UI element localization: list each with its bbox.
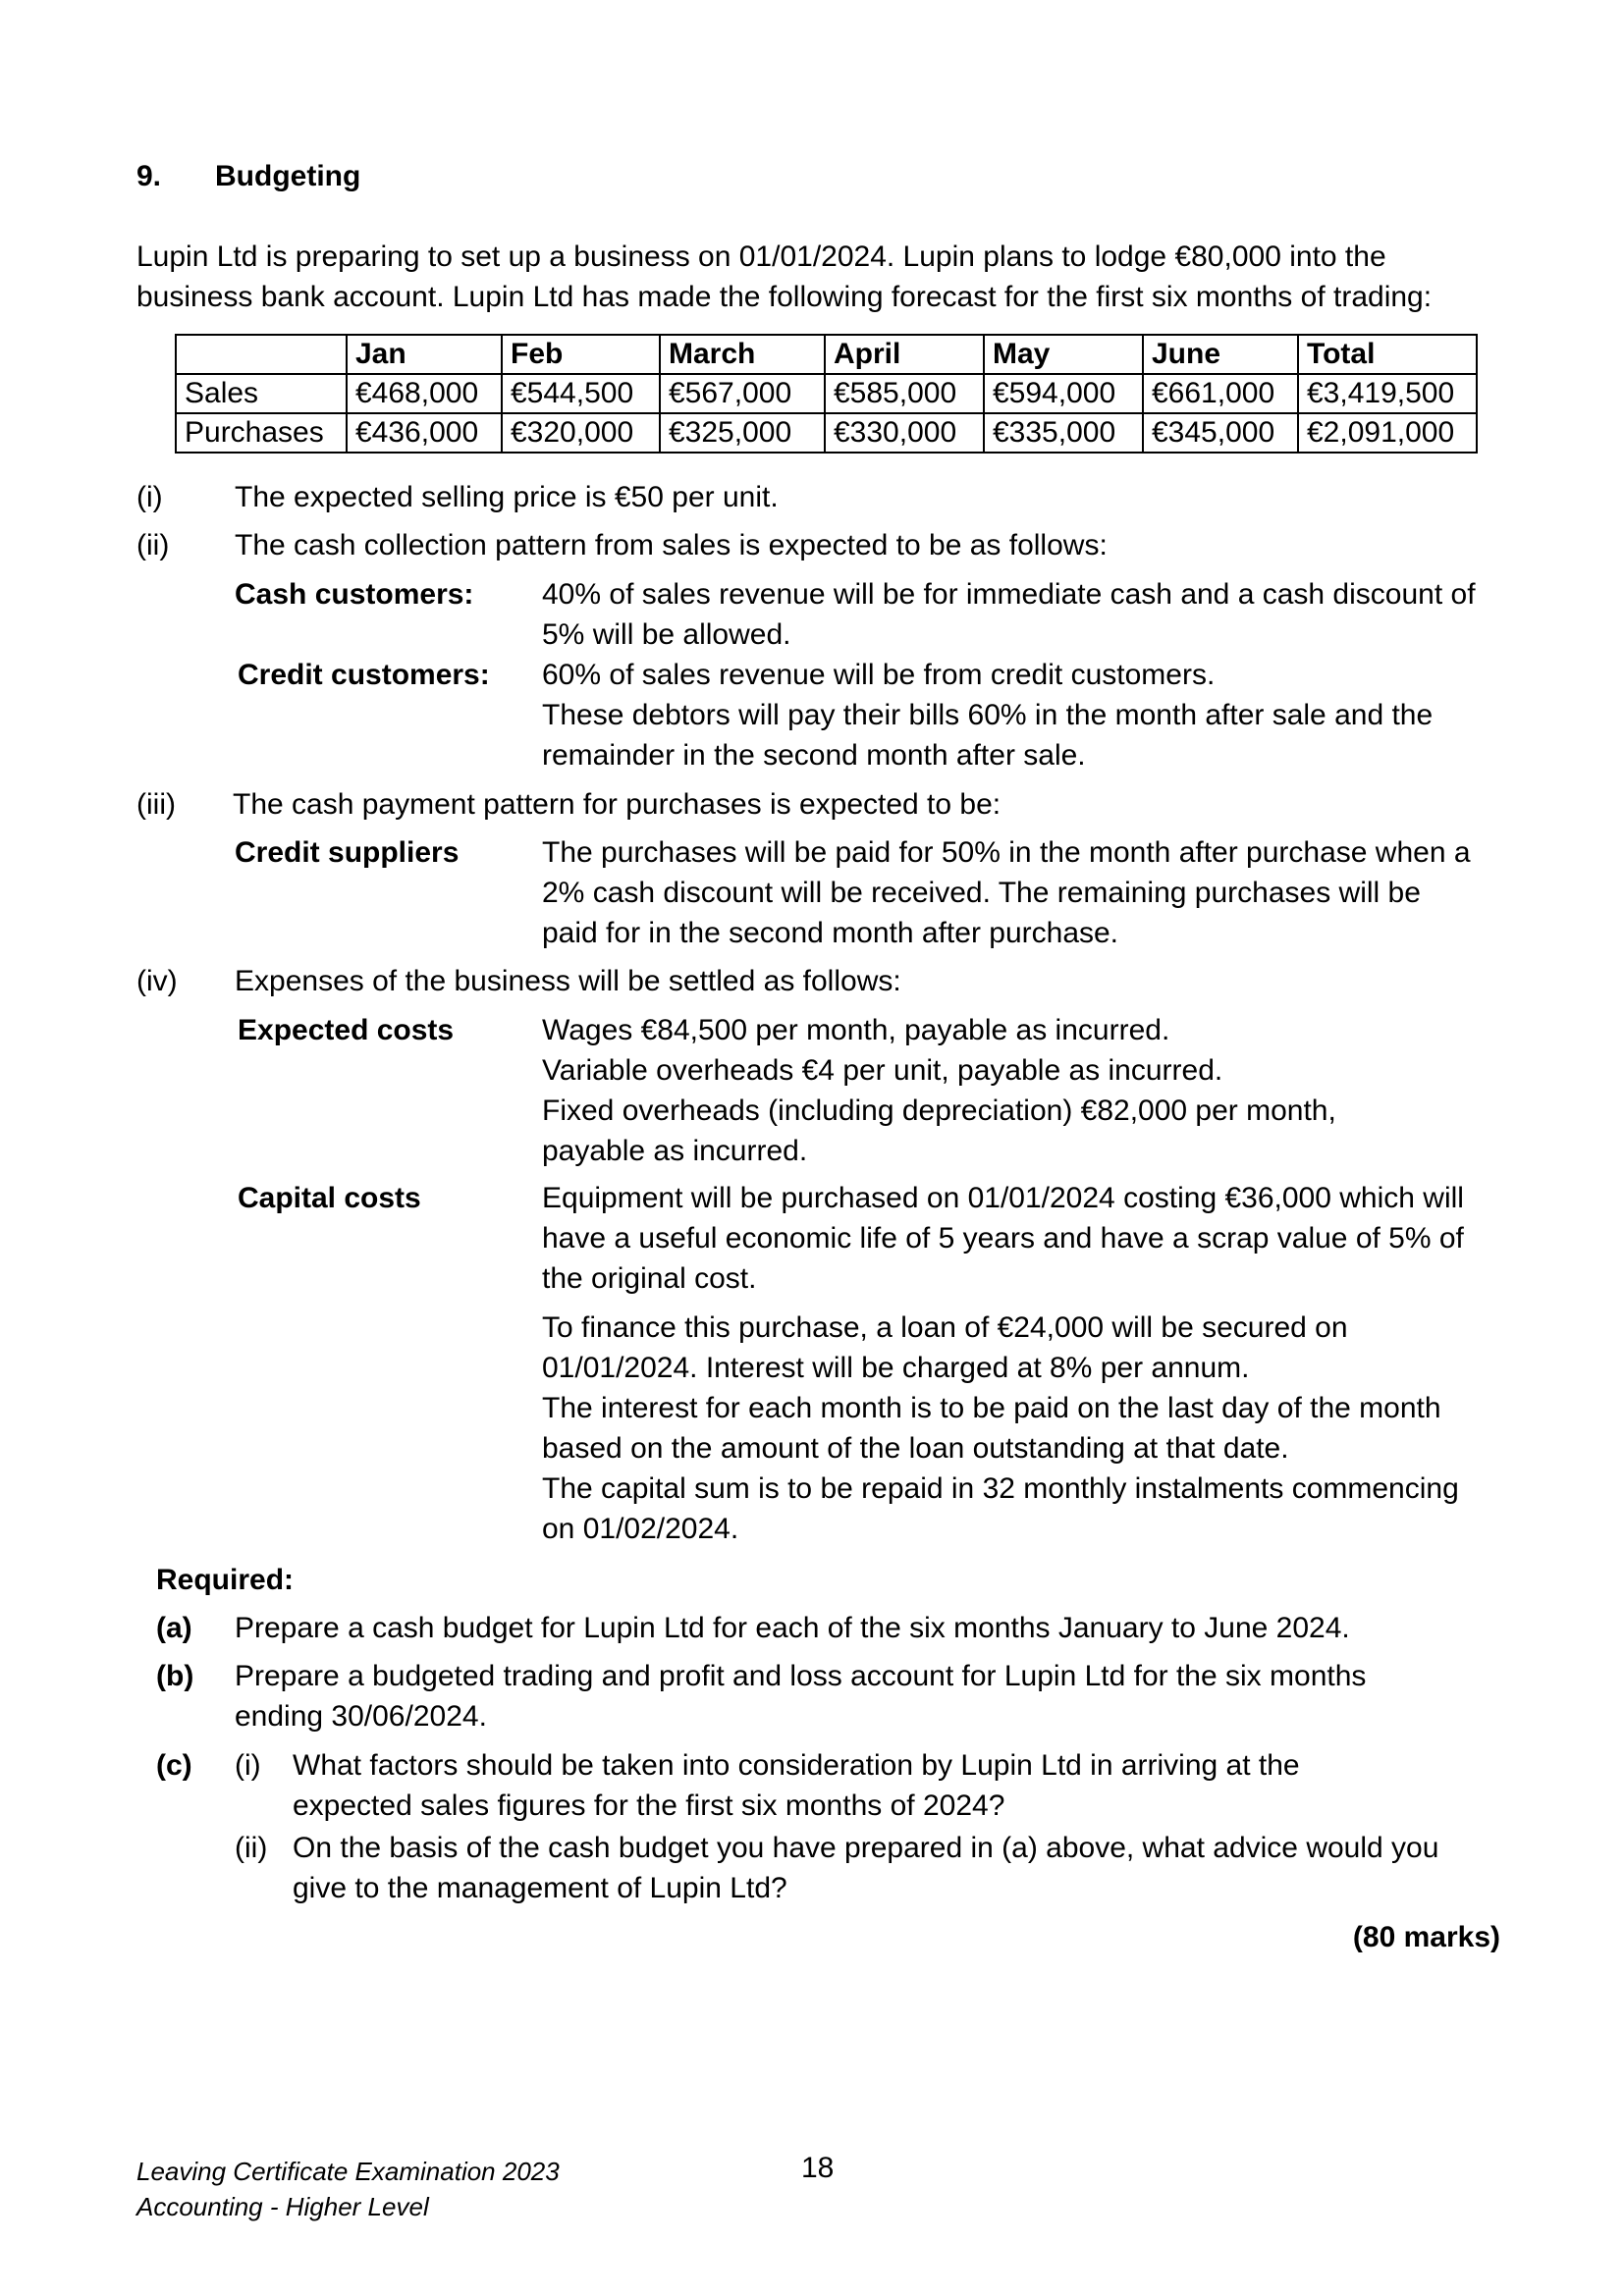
text-line: payable as incurred.: [542, 1135, 808, 1167]
required-heading: Required:: [156, 1564, 295, 1596]
table-row: [176, 374, 1477, 413]
intro-line: Lupin Ltd is preparing to set up a business on 01/01/2024. Lupin plans to lodge €80,000 into the: [136, 240, 1386, 273]
text-line: Equipment will be purchased on 01/01/2024 costing €36,000 which will: [542, 1182, 1464, 1214]
part-b-label: (b): [156, 1660, 194, 1692]
header-cell: March: [660, 335, 825, 374]
text-line: Prepare a budgeted trading and profit and loss account for Lupin Ltd for the six months: [235, 1660, 1367, 1692]
text-line: 01/01/2024. Interest will be charged at 8% per annum.: [542, 1352, 1250, 1384]
text-line: give to the management of Lupin Ltd?: [293, 1872, 787, 1904]
table-header-row: [176, 335, 1477, 374]
table-cell: €320,000: [502, 413, 660, 453]
credit-customers-label: Credit customers:: [238, 659, 490, 691]
part-c-ii-text: [293, 1828, 1438, 1908]
table-cell: €325,000: [660, 413, 825, 453]
table-cell: €3,419,500: [1298, 374, 1477, 413]
intro-line: business bank account. Lupin Ltd has made the following forecast for the first six months of trading:: [136, 281, 1433, 313]
note-number: (iii): [136, 788, 176, 821]
text-line: remainder in the second month after sale.: [542, 739, 1086, 772]
row-label: Purchases: [176, 413, 347, 453]
text-line: These debtors will pay their bills 60% in the month after sale and the: [542, 699, 1434, 731]
credit-customers-text: [542, 655, 1433, 775]
text-line: Variable overheads €4 per unit, payable as incurred.: [542, 1054, 1223, 1087]
part-c-i-label: (i): [235, 1749, 261, 1782]
text-line: the original cost.: [542, 1262, 757, 1295]
row-label: Sales: [176, 374, 347, 413]
table-cell: €594,000: [984, 374, 1143, 413]
table-cell: €335,000: [984, 413, 1143, 453]
part-c-i-text: [293, 1745, 1300, 1826]
note-text: The cash payment pattern for purchases is expected to be:: [233, 788, 1001, 821]
table-cell: €468,000: [347, 374, 502, 413]
text-line: on 01/02/2024.: [542, 1513, 739, 1545]
marks-total: (80 marks): [1352, 1921, 1500, 1953]
header-cell: [176, 335, 347, 374]
text-line: based on the amount of the loan outstanding at that date.: [542, 1432, 1289, 1465]
table-cell: €567,000: [660, 374, 825, 413]
text-line: expected sales figures for the first six months of 2024?: [293, 1789, 1005, 1822]
capital-costs-label: Capital costs: [238, 1182, 421, 1214]
text-line: 40% of sales revenue will be for immediate cash and a cash discount of: [542, 578, 1476, 611]
text-line: 60% of sales revenue will be from credit customers.: [542, 659, 1216, 691]
text-line: On the basis of the cash budget you have prepared in (a) above, what advice would you: [293, 1832, 1439, 1864]
part-b-text: [235, 1656, 1366, 1736]
forecast-table: [175, 334, 1478, 454]
header-cell: June: [1143, 335, 1298, 374]
header-cell: Feb: [502, 335, 660, 374]
table-row: [176, 413, 1477, 453]
page-number: 18: [801, 2152, 835, 2184]
text-line: What factors should be taken into consideration by Lupin Ltd in arriving at the: [293, 1749, 1300, 1782]
credit-suppliers-label: Credit suppliers: [235, 836, 460, 869]
note-number: (i): [136, 481, 163, 513]
table-cell: €330,000: [825, 413, 984, 453]
text-line: 5% will be allowed.: [542, 618, 791, 651]
text-line: 2% cash discount will be received. The remaining purchases will be: [542, 877, 1421, 909]
text-line: The purchases will be paid for 50% in the month after purchase when a: [542, 836, 1471, 869]
text-line: have a useful economic life of 5 years and have a scrap value of 5% of: [542, 1222, 1464, 1255]
part-c-label: (c): [156, 1749, 192, 1782]
expected-costs-text: [542, 1010, 1336, 1171]
table-cell: €585,000: [825, 374, 984, 413]
capital-costs-text: [542, 1178, 1464, 1549]
table-cell: €345,000: [1143, 413, 1298, 453]
question-title: Budgeting: [215, 160, 361, 192]
table-cell: €2,091,000: [1298, 413, 1477, 453]
table-cell: €544,500: [502, 374, 660, 413]
text-line: The interest for each month is to be paid on the last day of the month: [542, 1392, 1441, 1424]
text-line: ending 30/06/2024.: [235, 1700, 487, 1733]
table-cell: €661,000: [1143, 374, 1298, 413]
footer-exam-title: Leaving Certificate Examination 2023: [136, 2157, 560, 2186]
header-cell: Total: [1298, 335, 1477, 374]
credit-suppliers-text: [542, 832, 1471, 953]
expected-costs-label: Expected costs: [238, 1014, 455, 1046]
text-line: Wages €84,500 per month, payable as incurred.: [542, 1014, 1170, 1046]
text-line: The capital sum is to be repaid in 32 monthly instalments commencing: [542, 1472, 1459, 1505]
text-line: paid for in the second month after purchase.: [542, 917, 1119, 949]
header-cell: Jan: [347, 335, 502, 374]
cash-customers-text: [542, 574, 1476, 655]
note-text: The expected selling price is €50 per unit.: [235, 481, 779, 513]
question-number: 9.: [136, 160, 162, 192]
table-cell: €436,000: [347, 413, 502, 453]
note-number: (ii): [136, 529, 170, 561]
note-text: The cash collection pattern from sales is expected to be as follows:: [235, 529, 1108, 561]
text-line: Fixed overheads (including depreciation) €82,000 per month,: [542, 1095, 1336, 1127]
part-a-text: Prepare a cash budget for Lupin Ltd for each of the six months January to June 2024.: [235, 1612, 1350, 1644]
header-cell: May: [984, 335, 1143, 374]
intro-paragraph: [136, 237, 1432, 317]
part-c-ii-label: (ii): [235, 1832, 268, 1864]
note-number: (iv): [136, 965, 178, 997]
footer-subject: Accounting - Higher Level: [136, 2192, 429, 2221]
header-cell: April: [825, 335, 984, 374]
part-a-label: (a): [156, 1612, 192, 1644]
text-line: To finance this purchase, a loan of €24,000 will be secured on: [542, 1311, 1348, 1344]
cash-customers-label: Cash customers:: [235, 578, 474, 611]
note-text: Expenses of the business will be settled as follows:: [235, 965, 901, 997]
